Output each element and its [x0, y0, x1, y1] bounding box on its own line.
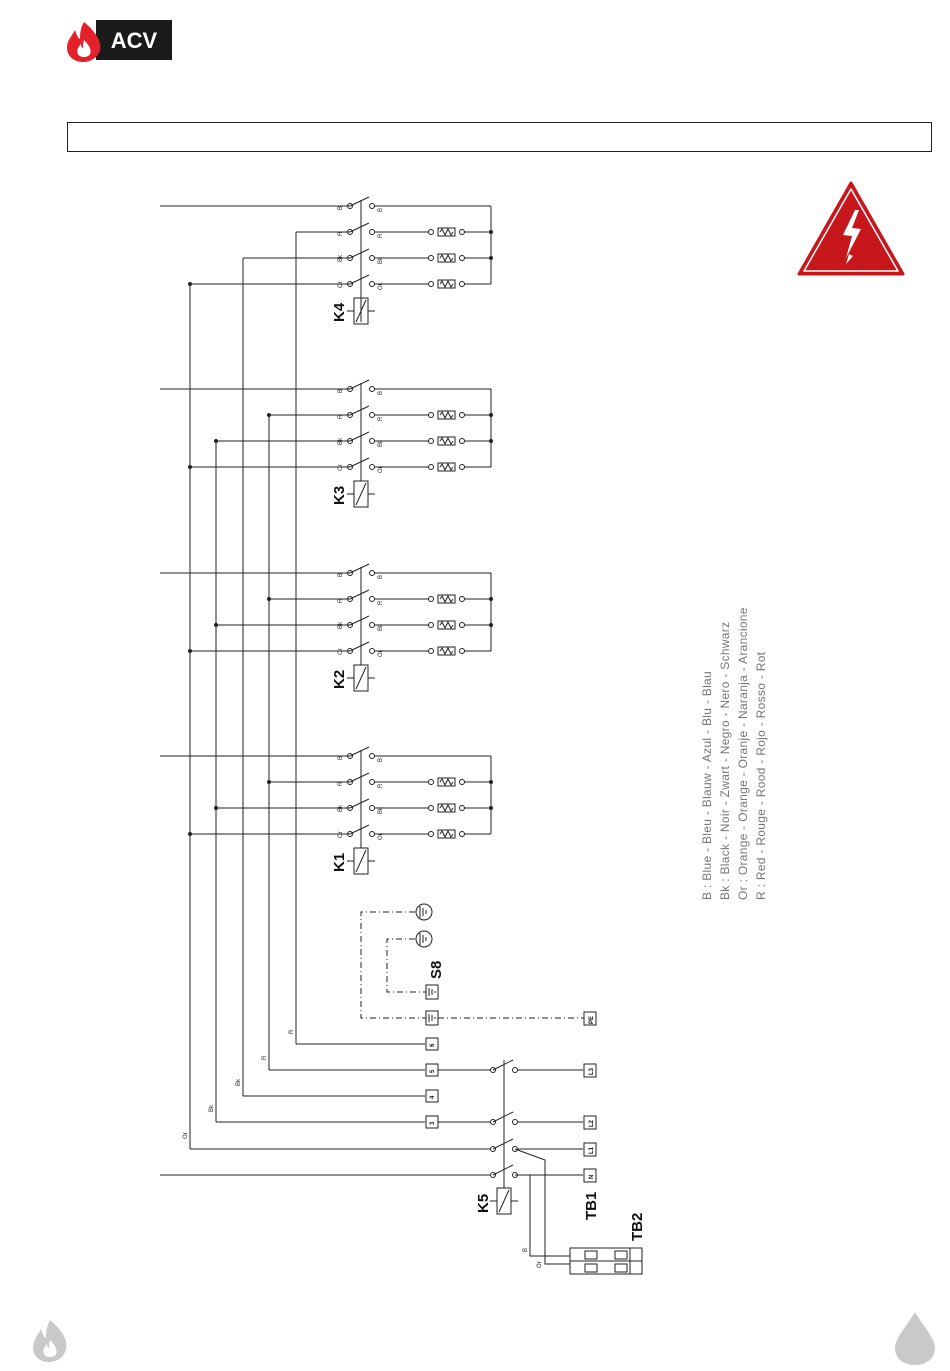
- wire-label-r: R: [262, 1055, 268, 1060]
- logo-text: ACV: [110, 28, 158, 53]
- contact-label: B: [378, 757, 384, 762]
- relay-k1: [160, 747, 493, 874]
- relay-label: K3: [331, 485, 348, 505]
- contact-label: Bk: [378, 623, 384, 631]
- relay-k4: [160, 197, 493, 324]
- legend-line: Bk : Black - Noir - Zwart - Negro - Nero - Schwarz: [718, 621, 732, 900]
- contact-label: Bk: [378, 439, 384, 447]
- drop-icon: [893, 1310, 937, 1371]
- contact-label: Or: [338, 648, 344, 655]
- contact-label: B: [378, 390, 384, 395]
- contact-label: Bk: [338, 437, 344, 445]
- power-section: [160, 205, 768, 1274]
- contact-label: R: [338, 414, 344, 419]
- contact-label: Bk: [338, 254, 344, 262]
- contact-label: B: [338, 388, 344, 393]
- flame-icon: [32, 1318, 68, 1369]
- contact-label: R: [378, 783, 384, 788]
- terminal-pe: PE: [589, 1015, 595, 1024]
- terminal-5: 5: [430, 1069, 436, 1073]
- contact-label: Or: [338, 831, 344, 838]
- wire-label-or: Or: [183, 1132, 189, 1139]
- terminal-3: 3: [430, 1121, 436, 1125]
- relay-label: K4: [331, 302, 348, 322]
- k5-contacts: [490, 1060, 518, 1214]
- contact-label: B: [338, 572, 344, 577]
- s8-label: S8: [428, 960, 445, 979]
- relay-blocks: [160, 197, 493, 874]
- contact-label: R: [338, 598, 344, 603]
- contact-label: Or: [378, 283, 384, 290]
- tb2-label: TB2: [629, 1212, 646, 1241]
- color-legend: [700, 607, 768, 900]
- legend-line: B : Blue - Bleu - Blauw - Azul - Blu - Blau: [700, 671, 714, 900]
- contact-label: B: [338, 205, 344, 210]
- wire-label-or: Or: [537, 1261, 543, 1268]
- terminal-4: 4: [430, 1095, 436, 1099]
- relay-k3: [160, 380, 493, 507]
- contact-label: Bk: [338, 621, 344, 629]
- legend-line: R : Red - Rouge - Rood - Rojo - Rosso - Rot: [754, 651, 768, 900]
- k5-label: K5: [475, 1193, 492, 1213]
- contact-label: R: [378, 600, 384, 605]
- contact-label: Or: [338, 464, 344, 471]
- contact-label: Or: [338, 281, 344, 288]
- contact-label: R: [378, 233, 384, 238]
- contact-label: Or: [378, 466, 384, 473]
- contact-label: Bk: [378, 806, 384, 814]
- terminal-l1: L1: [589, 1146, 595, 1154]
- contact-label: Or: [378, 833, 384, 840]
- terminal-l3: L3: [589, 1067, 595, 1075]
- terminal-6: 6: [430, 1043, 436, 1047]
- contact-label: Bk: [338, 804, 344, 812]
- wire-label-r: R: [289, 1029, 295, 1034]
- contact-label: B: [378, 574, 384, 579]
- tb2-breaker: [570, 1248, 642, 1274]
- contact-label: R: [338, 231, 344, 236]
- contact-label: B: [338, 755, 344, 760]
- legend-line: Or : Orange - Orange - Oranje - Naranja - Arancione: [736, 607, 750, 900]
- wire-label-bk: Bk: [209, 1104, 215, 1112]
- relay-label: K2: [331, 669, 348, 689]
- contact-label: Or: [378, 650, 384, 657]
- relay-label: K1: [331, 852, 348, 872]
- terminal-n: N: [589, 1174, 595, 1179]
- contact-label: Bk: [378, 256, 384, 264]
- wire-label-bk: Bk: [236, 1078, 242, 1086]
- contact-label: R: [378, 416, 384, 421]
- contact-label: B: [378, 207, 384, 212]
- terminal-l2: L2: [589, 1119, 595, 1127]
- tb1-label: TB1: [583, 1191, 600, 1220]
- relay-k2: [160, 564, 493, 691]
- contact-label: R: [338, 781, 344, 786]
- wire-label-b: B: [523, 1247, 529, 1252]
- component-labels: [183, 961, 646, 1268]
